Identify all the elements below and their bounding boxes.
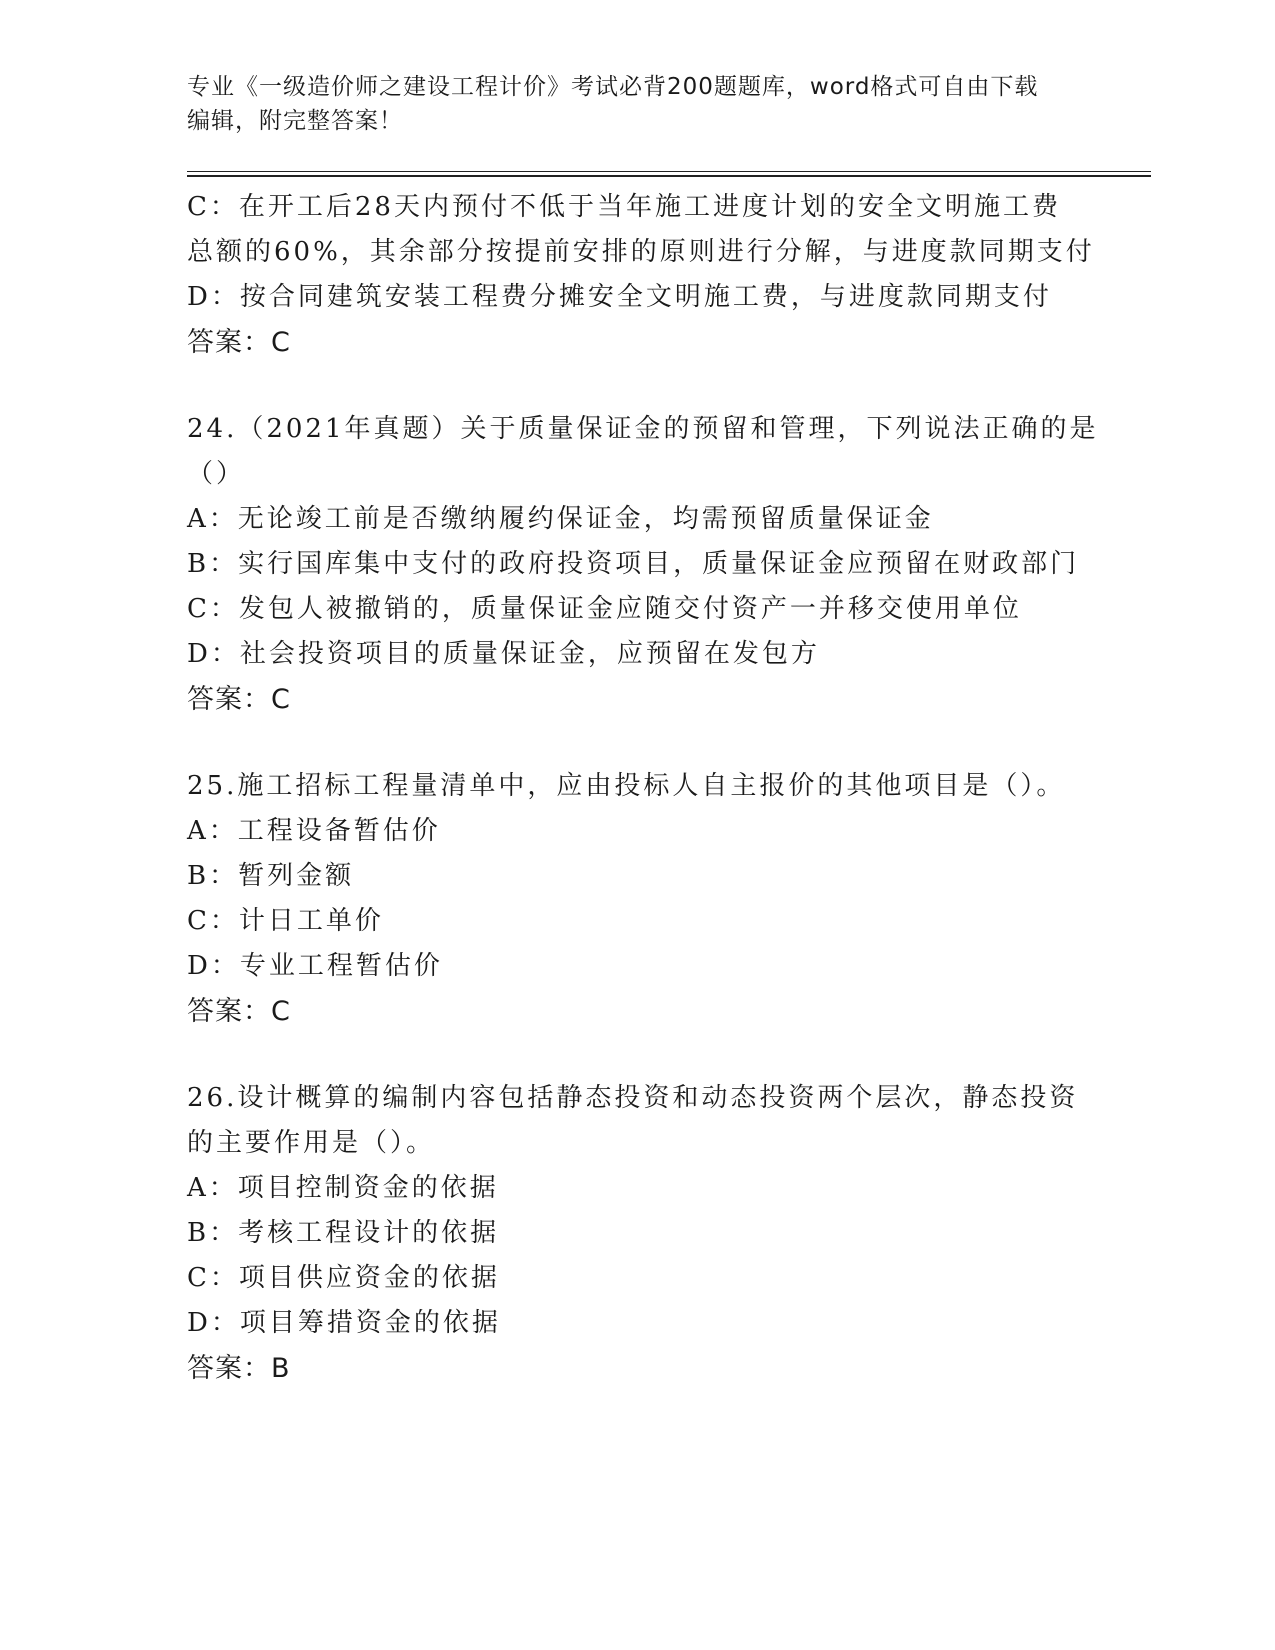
option-c-line-2: 总额的60%，其余部分按提前安排的原则进行分解，与进度款同期支付 bbox=[187, 237, 1095, 267]
option-d: D：专业工程暂估价 bbox=[187, 951, 443, 981]
option-b: B：实行国库集中支付的政府投资项目，质量保证金应预留在财政部门 bbox=[187, 549, 1080, 579]
option-b: B：考核工程设计的依据 bbox=[187, 1218, 500, 1248]
answer: 答案：C bbox=[187, 996, 291, 1027]
header-line-2: 编辑，附完整答案！ bbox=[187, 108, 403, 134]
option-c-line-1: C：在开工后28天内预付不低于当年施工进度计划的安全文明施工费 bbox=[187, 192, 1061, 222]
document-body bbox=[187, 185, 1097, 1391]
answer: 答案：C bbox=[187, 327, 291, 358]
document-header bbox=[187, 70, 1067, 138]
option-c: C：项目供应资金的依据 bbox=[187, 1263, 500, 1293]
question-stem-line-2: （） bbox=[187, 459, 246, 489]
option-a: A：项目控制资金的依据 bbox=[187, 1173, 499, 1203]
option-b: B：暂列金额 bbox=[187, 861, 355, 891]
question-23-tail bbox=[187, 185, 1097, 365]
option-a: A：工程设备暂估价 bbox=[187, 816, 441, 846]
question-24 bbox=[187, 407, 1097, 722]
question-stem-line-2: 的主要作用是（）。 bbox=[187, 1128, 436, 1158]
option-a: A：无论竣工前是否缴纳履约保证金，均需预留质量保证金 bbox=[187, 504, 934, 534]
question-stem-line-1: 26.设计概算的编制内容包括静态投资和动态投资两个层次，静态投资 bbox=[187, 1083, 1079, 1113]
question-stem-line-1: 25.施工招标工程量清单中，应由投标人自主报价的其他项目是（）。 bbox=[187, 771, 1066, 801]
question-26 bbox=[187, 1076, 1097, 1391]
header-line-1: 专业《一级造价师之建设工程计价》考试必背200题题库，word格式可自由下载 bbox=[187, 74, 1039, 100]
question-stem-line-1: 24.（2021年真题）关于质量保证金的预留和管理，下列说法正确的是 bbox=[187, 414, 1099, 444]
answer: 答案：B bbox=[187, 1353, 291, 1384]
option-d: D：项目筹措资金的依据 bbox=[187, 1308, 501, 1338]
option-c: C：计日工单价 bbox=[187, 906, 384, 936]
option-d: D：按合同建筑安装工程费分摊安全文明施工费，与进度款同期支付 bbox=[187, 282, 1052, 312]
question-25 bbox=[187, 764, 1097, 1034]
option-d: D：社会投资项目的质量保证金，应预留在发包方 bbox=[187, 639, 820, 669]
option-c: C：发包人被撤销的，质量保证金应随交付资产一并移交使用单位 bbox=[187, 594, 1022, 624]
answer: 答案：C bbox=[187, 684, 291, 715]
header-divider-thick bbox=[187, 175, 1151, 177]
header-divider-thin bbox=[187, 171, 1151, 172]
